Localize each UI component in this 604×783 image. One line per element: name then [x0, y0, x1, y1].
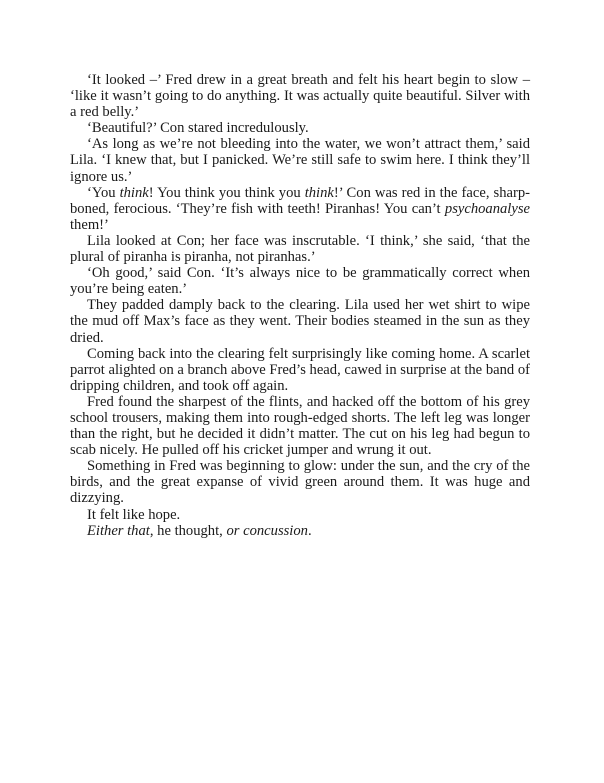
- text-run: It felt like hope.: [87, 506, 181, 523]
- text-run: Lila looked at Con; her face was inscrutable. ‘I think,’ she said, ‘that the plural of piranha is piranha, not piranhas.’: [70, 232, 530, 266]
- paragraph: [70, 523, 530, 539]
- italic-text: Either that: [87, 522, 150, 539]
- italic-text: think: [304, 184, 334, 201]
- paragraph: [70, 458, 530, 506]
- paragraph: [70, 297, 530, 345]
- text-run: ‘Beautiful?’ Con stared incredulously.: [87, 120, 309, 137]
- text-run: !’ Con was red in the face, sharp-boned, ferocious. ‘They’re fish with teeth! Piranhas! You can’t: [70, 184, 530, 217]
- text-run: Coming back into the clearing felt surprisingly like coming home. A scarlet parrot alighted on a branch above Fred’s head, cawed in surprise at the band of dripping children, and took off again.: [70, 345, 530, 394]
- text-run: Fred found the sharpest of the flints, and hacked off the bottom of his grey school trousers, making them into rough-edged shorts. The left leg was longer than the right, but he decided it didn’t matter. The cut on his leg had begun to scab nicely. He pulled off his cricket jumper and wrung it out.: [70, 393, 530, 459]
- text-run: them!’: [70, 216, 109, 233]
- text-run: They padded damply back to the clearing. Lila used her wet shirt to wipe the mud off Max’s face as they went. Their bodies steamed in the sun as they dried.: [70, 297, 530, 346]
- paragraph: [70, 346, 530, 394]
- text-run: ‘Oh good,’ said Con. ‘It’s always nice to be grammatically correct when you’re being eaten.’: [70, 265, 530, 298]
- italic-text: think: [119, 184, 149, 201]
- text-run: , he thought,: [149, 522, 227, 539]
- paragraph: [70, 136, 530, 184]
- text-run: ‘As long as we’re not bleeding into the water, we won’t attract them,’ said Lila. ‘I knew that, but I panicked. We’re still safe to swim here. I think they’ll ignore us.’: [70, 136, 530, 185]
- paragraph: [70, 185, 530, 233]
- paragraph: [70, 72, 530, 120]
- text-run: ‘You: [87, 184, 120, 201]
- italic-text: or concussion: [226, 522, 308, 539]
- paragraph: [70, 120, 530, 136]
- paragraph: [70, 233, 530, 265]
- text-run: ‘It looked –’ Fred drew in a great breath and felt his heart begin to slow – ‘like it wasn’t going to do anything. It was actually quite beautiful. Silver with a red belly.’: [70, 72, 530, 121]
- text-run: ! You think you think you: [148, 184, 305, 201]
- paragraph: [70, 394, 530, 458]
- text-run: Something in Fred was beginning to glow: under the sun, and the cry of the birds, and the great expanse of vivid green around them. It was huge and dizzying.: [70, 458, 530, 507]
- body-text: [70, 72, 530, 539]
- paragraph: [70, 507, 530, 523]
- italic-text: psychoanalyse: [444, 200, 530, 217]
- paragraph: [70, 265, 530, 297]
- text-run: .: [307, 522, 312, 539]
